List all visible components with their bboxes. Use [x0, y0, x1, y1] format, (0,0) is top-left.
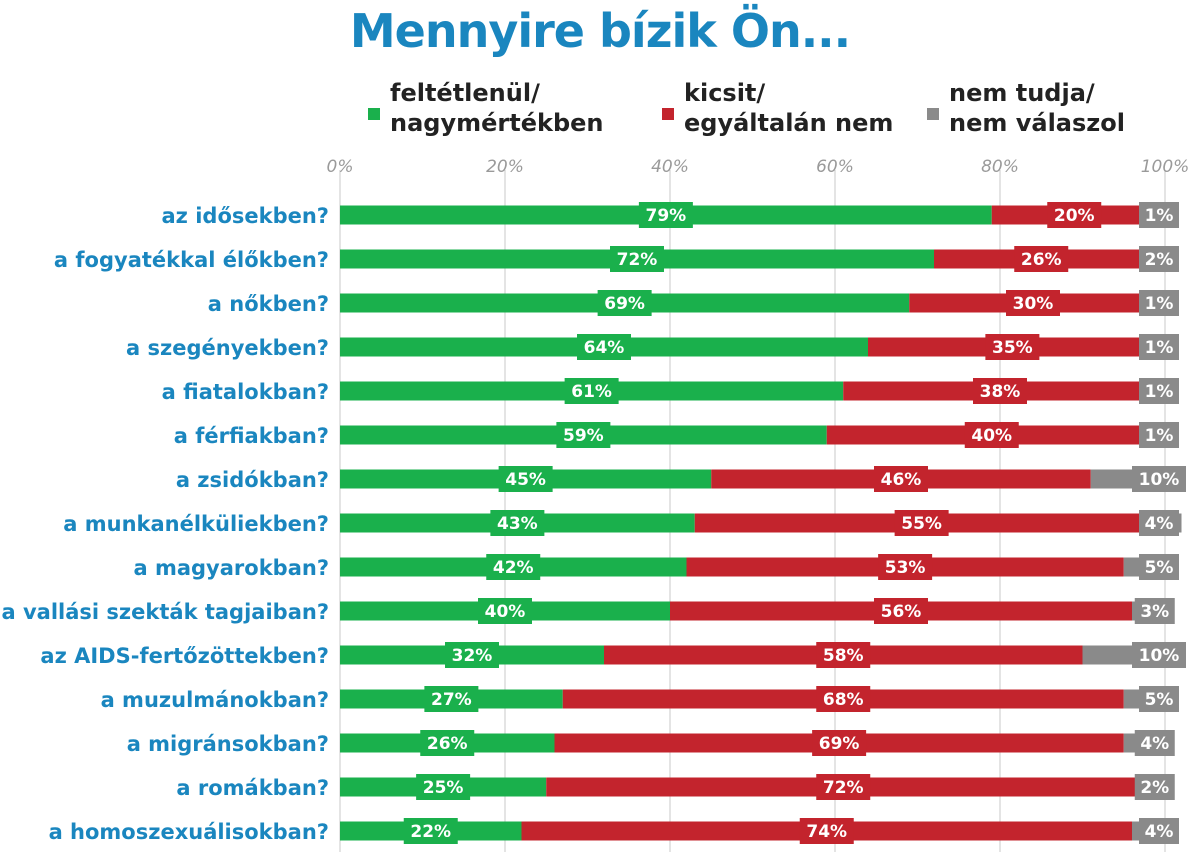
data-label: 68%: [822, 690, 864, 710]
data-label: 58%: [822, 646, 864, 666]
data-label: 1%: [1144, 426, 1174, 446]
chart-title: Mennyire bízik Ön...: [349, 4, 851, 58]
data-label: 26%: [1020, 250, 1062, 270]
data-label: 4%: [1144, 514, 1174, 534]
data-label: 1%: [1144, 382, 1174, 402]
data-label: 55%: [901, 514, 942, 534]
data-label: 40%: [971, 426, 1013, 446]
data-label: 2%: [1140, 778, 1170, 798]
data-label: 74%: [806, 822, 848, 842]
data-label: 64%: [583, 338, 625, 358]
category-label: a fiatalokban?: [161, 380, 329, 404]
data-label: 79%: [645, 206, 687, 226]
data-label: 42%: [492, 558, 534, 578]
data-label: 25%: [422, 778, 464, 798]
category-label: a fogyatékkal élőkben?: [53, 248, 329, 272]
data-label: 5%: [1144, 558, 1174, 578]
data-label: 69%: [818, 734, 860, 754]
data-label: 10%: [1138, 470, 1180, 490]
category-label: az idősekben?: [161, 204, 329, 228]
data-label: 69%: [604, 294, 645, 314]
data-label: 3%: [1140, 602, 1170, 622]
category-label: a migránsokban?: [126, 732, 329, 756]
data-label: 72%: [616, 250, 658, 270]
x-tick-label: 100%: [1140, 157, 1190, 177]
category-label: a férfiakban?: [173, 424, 329, 448]
data-label: 30%: [1012, 294, 1054, 314]
data-label: 4%: [1144, 822, 1174, 842]
data-label: 46%: [880, 470, 922, 490]
x-tick-label: 60%: [816, 157, 854, 177]
x-tick-label: 0%: [326, 157, 354, 177]
data-label: 4%: [1140, 734, 1170, 754]
legend-label-red: kicsit/ egyáltalán nem: [684, 79, 894, 137]
category-label: a romákban?: [176, 776, 329, 800]
data-label: 45%: [505, 470, 546, 490]
legend-label-green: feltétlenül/ nagymértékben: [390, 79, 604, 137]
data-label: 26%: [426, 734, 468, 754]
data-label: 10%: [1138, 646, 1180, 666]
category-label: a zsidókban?: [175, 468, 329, 492]
data-label: 2%: [1144, 250, 1174, 270]
category-label: a nőkben?: [207, 292, 329, 316]
category-label: a szegényekben?: [126, 336, 329, 360]
category-label: a vallási szekták tagjaiban?: [1, 600, 329, 624]
data-label: 27%: [431, 690, 472, 710]
data-label: 40%: [484, 602, 526, 622]
category-label: a magyarokban?: [133, 556, 329, 580]
data-label: 61%: [571, 382, 612, 402]
data-label: 72%: [822, 778, 864, 798]
data-label: 32%: [451, 646, 493, 666]
data-label: 22%: [410, 822, 452, 842]
data-label: 59%: [563, 426, 604, 446]
data-label: 43%: [497, 514, 538, 534]
data-label: 53%: [884, 558, 926, 578]
data-label: 1%: [1144, 294, 1174, 314]
data-label: 56%: [880, 602, 922, 622]
data-label: 1%: [1144, 338, 1174, 358]
category-label: a homoszexuálisokban?: [48, 820, 329, 844]
legend-label-gray: nem tudja/ nem válaszol: [949, 79, 1125, 137]
data-label: 38%: [979, 382, 1021, 402]
data-label: 35%: [992, 338, 1033, 358]
data-label: 20%: [1053, 206, 1095, 226]
category-label: az AIDS-fertőzöttekben?: [40, 644, 329, 668]
category-label: a muzulmánokban?: [100, 688, 329, 712]
x-tick-label: 80%: [981, 157, 1019, 177]
data-label: 1%: [1144, 206, 1174, 226]
data-label: 5%: [1144, 690, 1174, 710]
category-label: a munkanélküliekben?: [63, 512, 329, 536]
x-tick-label: 20%: [486, 157, 524, 177]
x-tick-label: 40%: [651, 157, 689, 177]
